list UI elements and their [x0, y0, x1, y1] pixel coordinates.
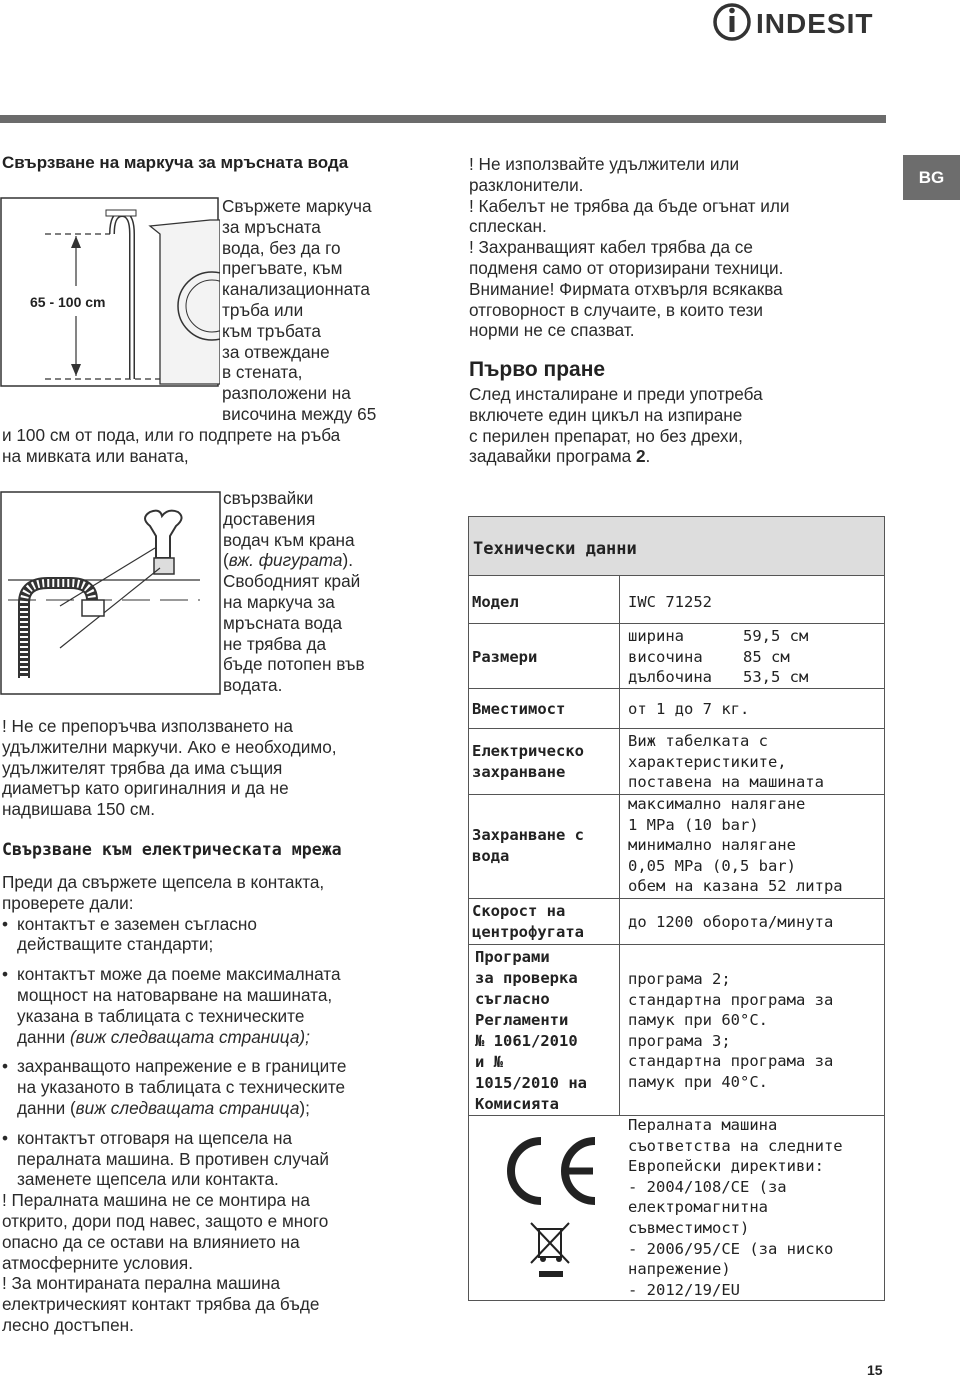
sink-edge-figure	[0, 488, 222, 698]
water-supply-label: Захранване с вода	[472, 826, 584, 865]
list-item: • захранващото напрежение е в границите на указаното в таблицата с техническите данни (виж следващата страница);	[2, 1056, 452, 1118]
electric-connection-body: Преди да свържете щепсела в контакта, проверете дали: • контактът е заземен съгласно действащите стандарти; • контактът може да поеме максималната мощност на натоварване на машината, указана в таблицата с техническите данни (виж следващата страница); • захранващото напрежение е в границите на указаното в таблицата с техническите данни (виж следващата страница); • контактът отговаря на щепсела на пералната машина. В противен случай заменете щепсела или контакта. ! Пералната машина не се монтира на открито, дори под навес, защото е много опасно да се остави на влиянието на атмосферните условия. ! За монтираната перална машина електрическият контакт трябва да бъде лесно достъпен.	[2, 872, 452, 1336]
capacity-value: от 1 до 7 кг.	[628, 700, 750, 718]
spin-speed-label: Скорост на центрофугата	[472, 902, 584, 941]
drain-instructions-wide: и 100 см от пода, или го подпрете на ръба на мивката или ваната,	[2, 425, 341, 466]
column-divider	[619, 576, 620, 1115]
first-wash-text: След инсталиране и преди употреба включете един цикъл на изпиране с перилен препарат, но без дрехи, задавайки програма 2.	[469, 384, 763, 467]
language-tab: BG	[903, 155, 960, 200]
electric-label: Електрическо захранване	[472, 742, 584, 781]
brand-wordmark: INDESIT	[756, 8, 874, 39]
connect-hose-text: свързвайки доставения водач към крана (вж. фигурата). Свободният край на маркуча за мръсната вода не трябва да бъде потопен във водата.	[223, 488, 365, 696]
dimensions-value: ширина 59,5 см височина 85 см дълбочина 53,5 см	[628, 627, 809, 687]
header-divider	[0, 115, 886, 123]
model-value: IWC 71252	[628, 593, 712, 611]
table-title: Технически данни	[473, 539, 637, 559]
table-header	[469, 517, 884, 576]
indesit-logo	[712, 2, 912, 42]
drain-hose-heading: Свързване на маркуча за мръсната вода	[2, 153, 349, 172]
weee-bin-icon	[529, 1221, 573, 1281]
height-range-label: 65 - 100 cm	[30, 294, 106, 310]
first-wash-heading: Първо пране	[469, 358, 606, 381]
electric-checklist	[2, 914, 452, 1191]
test-programs-value: програма 2; стандартна програма за памук при 60°С. програма 3; стандартна програма за памук при 40°С.	[628, 970, 834, 1091]
extension-hose-note: ! Не се препоръчва използването на удължителни маркучи. Ако е необходимо, удължителят трябва да има същия диаметър като оригиналния и да не надвишава 150 см.	[2, 716, 337, 820]
drain-instructions-narrow: Свържете маркуча за мръсната вода, без да го прегъвате, към канализационната тръба или към тръбата за отвеждане в стената, разположени на височина между 65	[222, 196, 377, 424]
electric-connection-heading: Свързване към електрическата мрежа	[2, 840, 342, 859]
test-programs-label: Програми за проверка съгласно Регламенти № 1061/2010 и № 1015/2010 на Комисията	[475, 948, 587, 1113]
page-number: 15	[867, 1362, 883, 1378]
spin-speed-value: до 1200 оборота/минута	[628, 913, 834, 931]
list-item: • контактът отговаря на щепсела на пералната машина. В противен случай заменете щепсела или контакта.	[2, 1128, 452, 1190]
electric-value: Виж табелката с характеристиките, поставена на машината	[628, 732, 824, 792]
capacity-label: Вместимост	[472, 700, 566, 718]
safety-warnings: ! Не използвайте удължители или разклонители. ! Кабелът не трябва да бъде огънат или сплескан. ! Захранващият кабел трябва да се подменя само от оторизирани техници. Внимание! Фирмата отхвърля всякаква отговорност в случаите, в които тези норми не се спазват.	[469, 154, 790, 341]
drain-height-figure	[0, 194, 220, 390]
technical-data-table	[468, 516, 885, 1301]
model-label: Модел	[472, 593, 519, 611]
water-supply-value: максимално налягане 1 MPa (10 bar) минимално налягане 0,05 MPa (0,5 bar) обем на казана 52 литра	[628, 795, 843, 896]
eu-directives-text: Пералната машина съответства на следните Европейски директиви: - 2004/108/CE (за електромагнитна съвместимост) - 2006/95/CE (за ниско напрежение) - 2012/19/EU	[628, 1116, 843, 1299]
list-item: • контактът е заземен съгласно действащите стандарти;	[2, 914, 452, 956]
dimensions-label: Размери	[472, 648, 538, 666]
list-item: • контактът може да поеме максималната мощност на натоварване на машината, указана в таблицата с техническите данни (виж следващата страница);	[2, 964, 452, 1047]
